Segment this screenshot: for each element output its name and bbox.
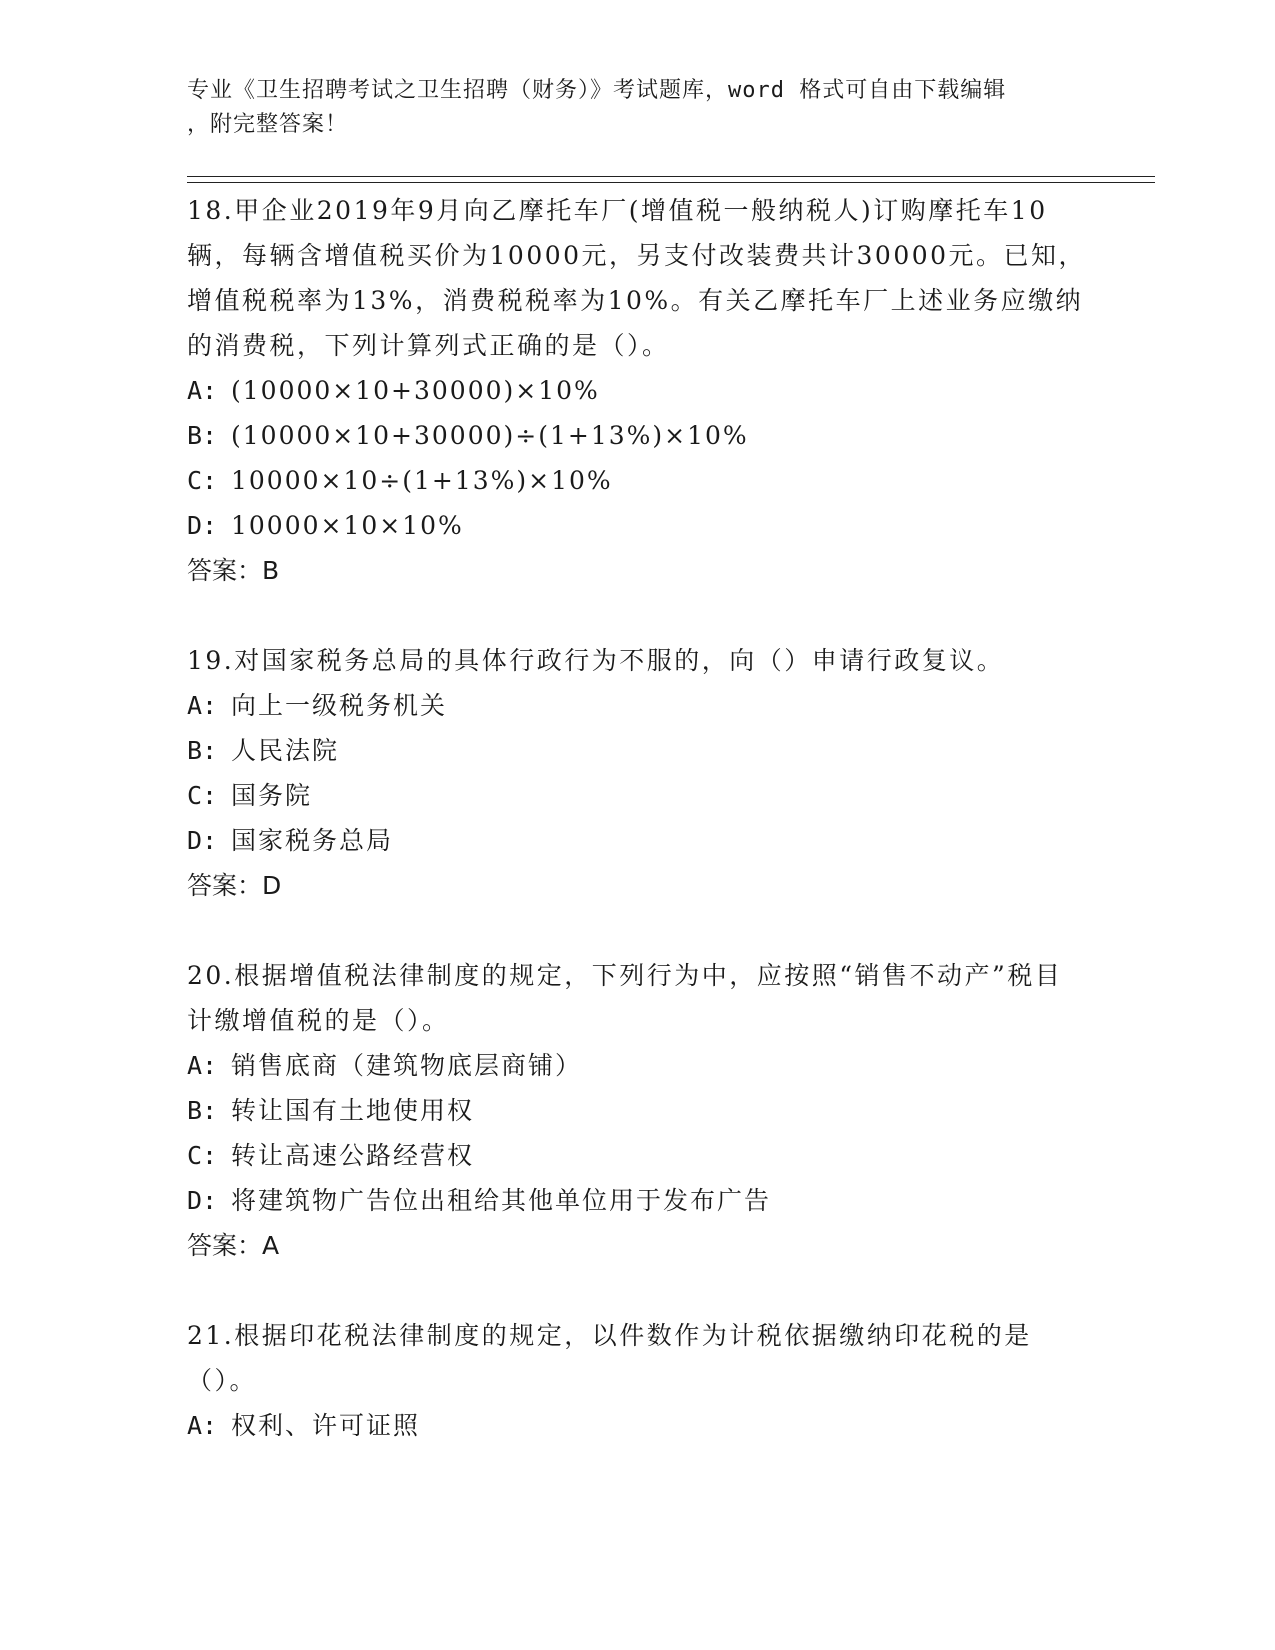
option-key: C:: [187, 781, 218, 810]
option-a: [187, 1043, 1087, 1088]
option-text: (10000×10+30000)÷(1+13%)×10%: [231, 421, 749, 450]
option-text: 国务院: [231, 781, 313, 810]
option-key: D:: [187, 826, 218, 855]
option-text: 销售底商（建筑物底层商铺）: [231, 1051, 583, 1080]
question-stem: 20.根据增值税法律制度的规定，下列行为中，应按照“销售不动产”税目计缴增值税的是（）。: [187, 961, 1063, 1035]
question-21: [187, 1313, 1087, 1448]
option-text: 转让高速公路经营权: [231, 1141, 475, 1170]
option-b: [187, 1088, 1087, 1133]
option-b: [187, 413, 1087, 458]
option-text: 将建筑物广告位出租给其他单位用于发布广告: [231, 1186, 772, 1215]
option-c: [187, 458, 1087, 503]
question-19: [187, 638, 1087, 908]
header-rule-bottom: [187, 182, 1155, 183]
header-rule-top: [187, 176, 1155, 177]
option-text: (10000×10+30000)×10%: [231, 376, 600, 405]
option-d: [187, 818, 1087, 863]
option-text: 向上一级税务机关: [231, 691, 448, 720]
option-key: A:: [187, 1051, 218, 1080]
option-text: 转让国有土地使用权: [231, 1096, 475, 1125]
header-line-1: 专业《卫生招聘考试之卫生招聘（财务）》考试题库，word 格式可自由下载编辑: [187, 78, 1007, 103]
question-list: [187, 188, 1087, 1448]
option-key: A:: [187, 376, 218, 405]
answer-label: 答案：D: [187, 871, 282, 900]
question-stem: 21.根据印花税法律制度的规定，以件数作为计税依据缴纳印花税的是（）。: [187, 1321, 1032, 1395]
option-text: 10000×10×10%: [231, 511, 464, 540]
question-stem: 19.对国家税务总局的具体行政行为不服的，向（）申请行政复议。: [187, 646, 1005, 675]
question-20: [187, 953, 1087, 1268]
header-line-2: ，附完整答案！: [187, 112, 349, 137]
option-d: [187, 503, 1087, 548]
option-key: A:: [187, 691, 218, 720]
option-key: D:: [187, 1186, 218, 1215]
option-key: C:: [187, 466, 218, 495]
option-a: [187, 683, 1087, 728]
option-text: 10000×10÷(1+13%)×10%: [231, 466, 613, 495]
question-18: [187, 188, 1087, 593]
option-key: B:: [187, 421, 218, 450]
option-key: A:: [187, 1411, 218, 1440]
option-key: C:: [187, 1141, 218, 1170]
option-text: 权利、许可证照: [231, 1411, 421, 1440]
document-header: [187, 74, 1067, 142]
option-a: [187, 1403, 1087, 1448]
option-b: [187, 728, 1087, 773]
question-stem: 18.甲企业2019年9月向乙摩托车厂(增值税一般纳税人)订购摩托车10辆，每辆含增值税买价为10000元，另支付改装费共计30000元。已知，增值税税率为13%，消费税税率为10%。有关乙摩托车厂上述业务应缴纳的消费税，下列计算列式正确的是（）。: [187, 196, 1087, 360]
answer-label: 答案：A: [187, 1231, 280, 1260]
answer-label: 答案：B: [187, 556, 280, 585]
option-text: 人民法院: [231, 736, 340, 765]
option-c: [187, 1133, 1087, 1178]
option-key: B:: [187, 1096, 218, 1125]
option-key: B:: [187, 736, 218, 765]
option-text: 国家税务总局: [231, 826, 394, 855]
option-key: D:: [187, 511, 218, 540]
option-c: [187, 773, 1087, 818]
option-d: [187, 1178, 1087, 1223]
option-a: [187, 368, 1087, 413]
